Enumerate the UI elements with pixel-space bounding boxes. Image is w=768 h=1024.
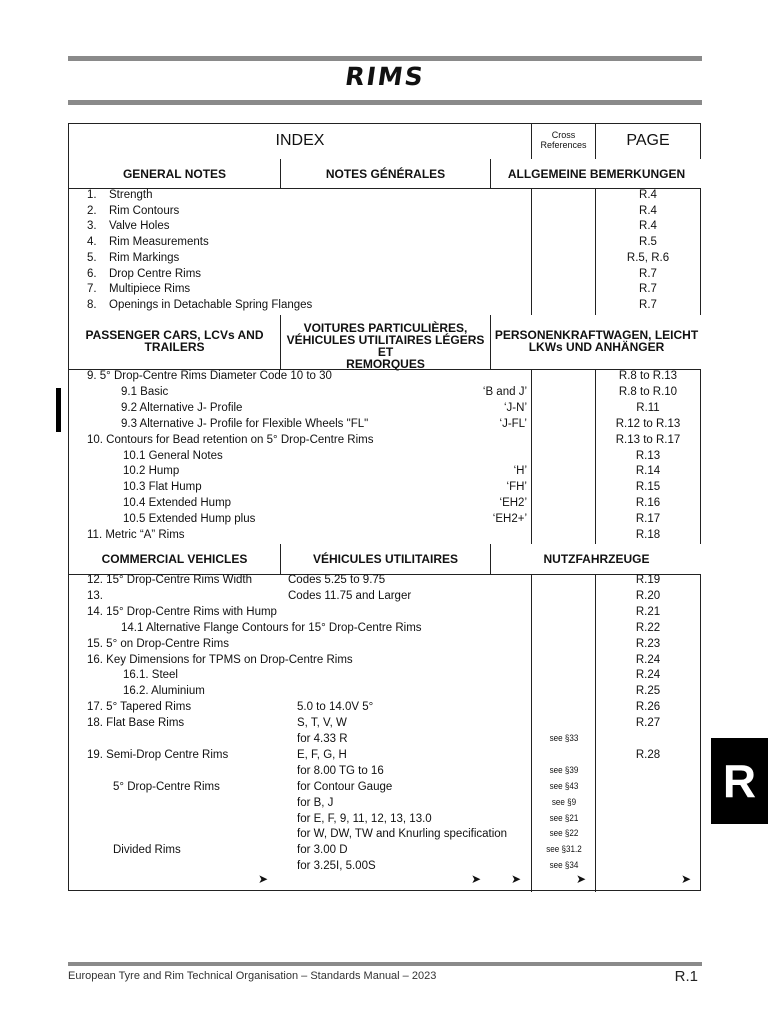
- row-detail: 5.0 to 14.0V 5°: [297, 701, 374, 714]
- cross-line2: References: [540, 140, 587, 150]
- row-label: Rim Markings: [109, 251, 180, 264]
- row-label: 12. 15° Drop-Centre Rims Width: [87, 574, 253, 586]
- table-row: [69, 527, 702, 543]
- table-row: [69, 715, 702, 731]
- row-label: 16. Key Dimensions for TPMS on Drop-Centre Rims: [87, 653, 353, 666]
- table-row: [69, 667, 702, 683]
- passenger-en-l1: PASSENGER CARS, LCVs AND: [85, 328, 264, 342]
- row-page: R.13 to R.17: [615, 433, 681, 446]
- row-page: R.4: [639, 189, 657, 201]
- passenger-en: [69, 329, 280, 353]
- table-row: [69, 400, 702, 416]
- row-detail: for 3.00 D: [297, 844, 348, 857]
- table-row: [69, 384, 702, 400]
- general-notes-de: ALLGEMEINE BEMERKUNGEN: [507, 167, 686, 181]
- table-row: [69, 495, 702, 511]
- row-detail: for 3.25I, 5.00S: [297, 860, 376, 873]
- table-row: [69, 368, 702, 384]
- cross-reference: see §39: [549, 764, 579, 776]
- cross-line1: Cross: [551, 130, 576, 140]
- row-label: Openings in Detachable Spring Flanges: [109, 298, 313, 311]
- footer-page-number: R.1: [674, 968, 698, 985]
- row-number: 5.: [87, 251, 97, 264]
- row-page: R.11: [636, 401, 660, 414]
- row-label: 5° Drop-Centre Rims: [113, 780, 220, 793]
- row-page: R.7: [639, 298, 657, 311]
- table-row: [69, 842, 702, 858]
- row-label: 14.1 Alternative Flange Contours for 15° Drop-Centre Rims: [121, 621, 422, 634]
- table-row: [69, 699, 702, 715]
- row-detail: S, T, V, W: [297, 717, 347, 730]
- row-label: Strength: [109, 189, 153, 201]
- row-label: 10.3 Flat Hump: [123, 481, 202, 494]
- row-page: R.16: [635, 497, 661, 510]
- row-page: R.19: [635, 574, 661, 586]
- row-page: R.4: [639, 204, 657, 217]
- row-page: R.28: [635, 748, 661, 761]
- row-page: R.25: [635, 685, 661, 698]
- row-page: R.26: [635, 701, 661, 714]
- row-page: R.18: [635, 529, 661, 541]
- table-row: [69, 448, 702, 464]
- row-label: 9. 5° Drop-Centre Rims Diameter Code 10 to 30: [87, 370, 332, 382]
- table-row: [69, 620, 702, 636]
- cross-reference: see §43: [549, 780, 579, 792]
- cross-reference: see §31.2: [546, 844, 582, 856]
- row-label: 14. 15° Drop-Centre Rims with Hump: [87, 605, 277, 618]
- section-tab: R: [711, 738, 768, 824]
- table-row: [69, 266, 702, 282]
- row-label: 16.1. Steel: [123, 669, 178, 682]
- row-label: Valve Holes: [109, 220, 170, 233]
- passenger-fr-l2: VÉHICULES UTILITAIRES LÉGERS ET: [286, 333, 485, 359]
- passenger-de-l1: PERSONENKRAFTWAGEN, LEICHT: [494, 328, 699, 342]
- table-row: [69, 479, 702, 495]
- row-detail: Codes 11.75 and Larger: [288, 589, 412, 602]
- change-bar: [56, 388, 61, 432]
- row-code: ‘FH’: [506, 481, 527, 494]
- row-code: ‘H’: [513, 465, 527, 478]
- footer-text: European Tyre and Rim Technical Organisation – Standards Manual – 2023: [68, 970, 437, 982]
- title-rule: [68, 100, 702, 105]
- table-row: [69, 463, 702, 479]
- table-row: [69, 731, 702, 747]
- row-label: 10.4 Extended Hump: [123, 497, 232, 510]
- row-page: R.5: [639, 236, 657, 249]
- passenger-de-l2: LKWs UND ANHÄNGER: [528, 340, 665, 354]
- row-label: 17. 5° Tapered Rims: [87, 701, 192, 714]
- row-page: R.8 to R.13: [618, 370, 678, 382]
- row-label: 9.1 Basic: [121, 385, 169, 398]
- cross-reference: see §21: [549, 812, 579, 824]
- cross-references-heading: [532, 130, 595, 150]
- table-row: [69, 416, 702, 432]
- row-page: R.4: [639, 220, 657, 233]
- cross-reference: see §33: [549, 733, 579, 744]
- commercial-fr: VÉHICULES UTILITAIRES: [312, 552, 459, 566]
- table-row: [69, 763, 702, 779]
- arrow-right-icon: ➤: [471, 872, 482, 886]
- row-number: 8.: [87, 298, 97, 311]
- table-row: [69, 511, 702, 527]
- row-detail: E, F, G, H: [297, 748, 347, 761]
- row-number: 7.: [87, 283, 97, 296]
- cross-reference: see §34: [549, 860, 579, 872]
- row-page: R.13: [635, 449, 661, 462]
- row-number: 6.: [87, 267, 97, 280]
- arrow-right-icon: ➤: [258, 872, 269, 886]
- passenger-de: [491, 329, 702, 353]
- section-header-general: [69, 159, 702, 188]
- table-row: [69, 604, 702, 620]
- row-code: ‘J-N’: [504, 401, 527, 414]
- page-heading: PAGE: [626, 132, 670, 149]
- row-number: 1.: [87, 189, 97, 201]
- row-detail: for E, F, 9, 11, 12, 13, 13.0: [297, 812, 432, 825]
- table-row: [69, 826, 702, 842]
- table-row: [69, 218, 702, 234]
- row-label: Multipiece Rims: [109, 283, 191, 296]
- row-page: R.14: [635, 465, 661, 478]
- row-page: R.17: [635, 513, 661, 526]
- table-row: [69, 636, 702, 652]
- commercial-de: NUTZFAHRZEUGE: [543, 552, 650, 566]
- passenger-fr-l3: REMORQUES: [346, 357, 425, 371]
- index-heading: INDEX: [275, 132, 325, 149]
- cross-reference: see §9: [551, 796, 577, 808]
- row-label: 9.3 Alternative J- Profile for Flexible Wheels "FL": [121, 417, 369, 430]
- footer-rule: [68, 962, 702, 966]
- row-label: 16.2. Aluminium: [123, 685, 205, 698]
- row-detail: for Contour Gauge: [297, 780, 393, 793]
- cross-reference: see §22: [549, 828, 579, 840]
- row-code: ‘J-FL’: [499, 417, 527, 430]
- row-label: 10.5 Extended Hump plus: [123, 513, 256, 526]
- row-number: 3.: [87, 220, 97, 233]
- row-code: ‘B and J’: [482, 385, 527, 398]
- table-row: [69, 588, 702, 604]
- row-label: Divided Rims: [113, 844, 181, 857]
- row-page: R.21: [635, 605, 661, 618]
- row-label: 19. Semi-Drop Centre Rims: [87, 748, 229, 761]
- table-row: [69, 203, 702, 219]
- passenger-fr-l1: VOITURES PARTICULIÈRES,: [303, 321, 468, 335]
- row-label: 18. Flat Base Rims: [87, 717, 185, 730]
- row-page: R.7: [639, 283, 657, 296]
- row-detail: for 8.00 TG to 16: [297, 764, 384, 777]
- section-header-passenger: [69, 315, 702, 369]
- passenger-fr: [281, 322, 490, 370]
- table-row: [69, 297, 702, 313]
- row-page: R.24: [635, 669, 661, 682]
- general-notes-fr: NOTES GÉNÉRALES: [325, 167, 446, 181]
- table-row: [69, 683, 702, 699]
- row-page: R.5, R.6: [626, 251, 670, 264]
- table-row: [69, 187, 702, 203]
- page-title: RIMS: [343, 62, 427, 91]
- table-row: [69, 795, 702, 811]
- table-row: [69, 858, 702, 874]
- row-label: 15. 5° on Drop-Centre Rims: [87, 637, 230, 650]
- table-row: [69, 779, 702, 795]
- general-notes-en: GENERAL NOTES: [122, 167, 227, 181]
- row-label: 10.1 General Notes: [123, 449, 223, 462]
- section-header-commercial: [69, 544, 702, 574]
- row-code: ‘EH2’: [499, 497, 527, 510]
- row-label: 13.: [87, 589, 103, 602]
- row-detail: Codes 5.25 to 9.75: [288, 574, 386, 586]
- table-row: [69, 652, 702, 668]
- row-label: Rim Contours: [109, 204, 180, 217]
- top-rule: [68, 56, 702, 61]
- arrow-right-icon: ➤: [681, 872, 692, 886]
- table-row: [69, 250, 702, 266]
- table-row: [69, 281, 702, 297]
- row-page: R.22: [635, 621, 661, 634]
- row-page: R.7: [639, 267, 657, 280]
- row-code: ‘EH2+’: [492, 513, 527, 526]
- commercial-en: COMMERCIAL VEHICLES: [101, 552, 248, 566]
- row-page: R.27: [635, 717, 661, 730]
- row-label: Drop Centre Rims: [109, 267, 202, 280]
- row-label: 11. Metric “A” Rims: [87, 529, 185, 541]
- row-detail: for W, DW, TW and Knurling specification: [297, 828, 508, 841]
- row-page: R.8 to R.10: [618, 385, 678, 398]
- row-page: R.23: [635, 637, 661, 650]
- table-row: [69, 572, 702, 588]
- arrow-right-icon: ➤: [576, 872, 587, 886]
- row-page: R.20: [635, 589, 661, 602]
- row-number: 4.: [87, 236, 97, 249]
- row-label: 10. Contours for Bead retention on 5° Drop-Centre Rims: [87, 433, 374, 446]
- table-row: [69, 747, 702, 763]
- row-number: 2.: [87, 204, 97, 217]
- row-label: Rim Measurements: [109, 236, 209, 249]
- row-detail: for B, J: [297, 796, 334, 809]
- row-page: R.24: [635, 653, 661, 666]
- row-label: 9.2 Alternative J- Profile: [121, 401, 243, 414]
- table-row: [69, 432, 702, 448]
- passenger-en-l2: TRAILERS: [144, 340, 205, 354]
- index-table: [68, 123, 701, 891]
- row-page: R.15: [635, 481, 661, 494]
- row-page: R.12 to R.13: [615, 417, 681, 430]
- row-detail: for 4.33 R: [297, 733, 348, 745]
- arrow-right-icon: ➤: [511, 872, 522, 886]
- row-label: 10.2 Hump: [123, 465, 180, 478]
- table-row: [69, 234, 702, 250]
- table-row: [69, 811, 702, 827]
